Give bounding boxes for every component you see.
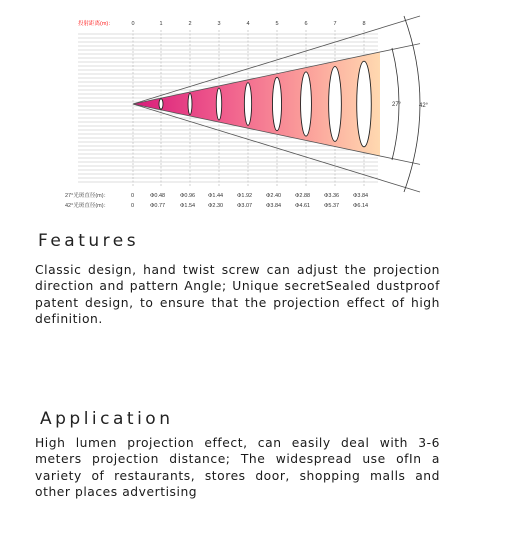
spot-value: Φ1.54 (180, 203, 196, 209)
spot-value: Φ0.48 (150, 193, 166, 199)
row-label: 42°光斑直径(m)： (65, 203, 110, 209)
application-description: High lumen projection effect, can easily deal with 3-6 meters projection distance; The widespread use ofIn a variety of restaurants, stores door, shopping malls and other places advertising (35, 436, 440, 499)
spot-value: Φ2.40 (266, 193, 282, 199)
spot-value: 0 (131, 203, 135, 209)
spot-value: Φ3.84 (353, 193, 369, 199)
spot-diameter-row-42 (65, 201, 368, 209)
distance-tick: 1 (159, 21, 163, 27)
light-spot-ellipse (329, 67, 342, 142)
distance-tick: 0 (131, 21, 135, 27)
distance-tick: 5 (275, 21, 279, 27)
spot-value: Φ1.92 (237, 193, 253, 199)
features-description: Classic design, hand twist screw can adjust the projection direction and pattern Angle; Unique secretSealed dustproof patent design, to ensure that the projection effect of high definition. (35, 263, 440, 326)
distance-tick: 6 (304, 21, 308, 27)
spot-value: Φ3.07 (237, 203, 253, 209)
angle-arc-42 (404, 16, 420, 192)
light-spot-ellipse (188, 93, 192, 114)
beam-projection-diagram (0, 0, 511, 220)
distance-axis-label: 投射距离(m)： (78, 21, 114, 27)
spot-value: Φ4.61 (295, 203, 311, 209)
spot-value: Φ5.37 (324, 203, 340, 209)
spot-value: Φ3.84 (266, 203, 282, 209)
distance-tick: 8 (362, 21, 366, 27)
light-spot-ellipse (272, 77, 281, 130)
distance-tick: 3 (217, 21, 221, 27)
light-spot-ellipse (216, 88, 221, 120)
distance-tick-labels (131, 21, 365, 27)
light-spot-ellipse (244, 83, 251, 126)
features-heading: Features (38, 231, 140, 251)
spot-value: Φ0.96 (180, 193, 196, 199)
spot-value: Φ0.77 (150, 203, 166, 209)
spot-value: Φ1.44 (208, 193, 224, 199)
light-spot-ellipse (159, 99, 163, 109)
beam-cone-27 (133, 52, 380, 156)
spot-diameter-row-27 (65, 191, 368, 199)
distance-tick: 4 (246, 21, 250, 27)
row-label: 27°光斑直径(m)： (65, 193, 110, 199)
spot-value: Φ6.14 (353, 203, 369, 209)
angle-label-42: 42° (419, 103, 429, 109)
spot-value: 0 (131, 193, 135, 199)
distance-tick: 2 (188, 21, 192, 27)
light-spot-ellipse (301, 72, 312, 136)
spot-value: Φ2.88 (295, 193, 311, 199)
distance-tick: 7 (333, 21, 337, 27)
spot-value: Φ2.30 (208, 203, 224, 209)
light-spot-ellipse (357, 61, 372, 147)
application-heading: Application (40, 409, 174, 429)
spot-value: Φ3.36 (324, 193, 340, 199)
angle-label-27: 27° (392, 102, 402, 108)
